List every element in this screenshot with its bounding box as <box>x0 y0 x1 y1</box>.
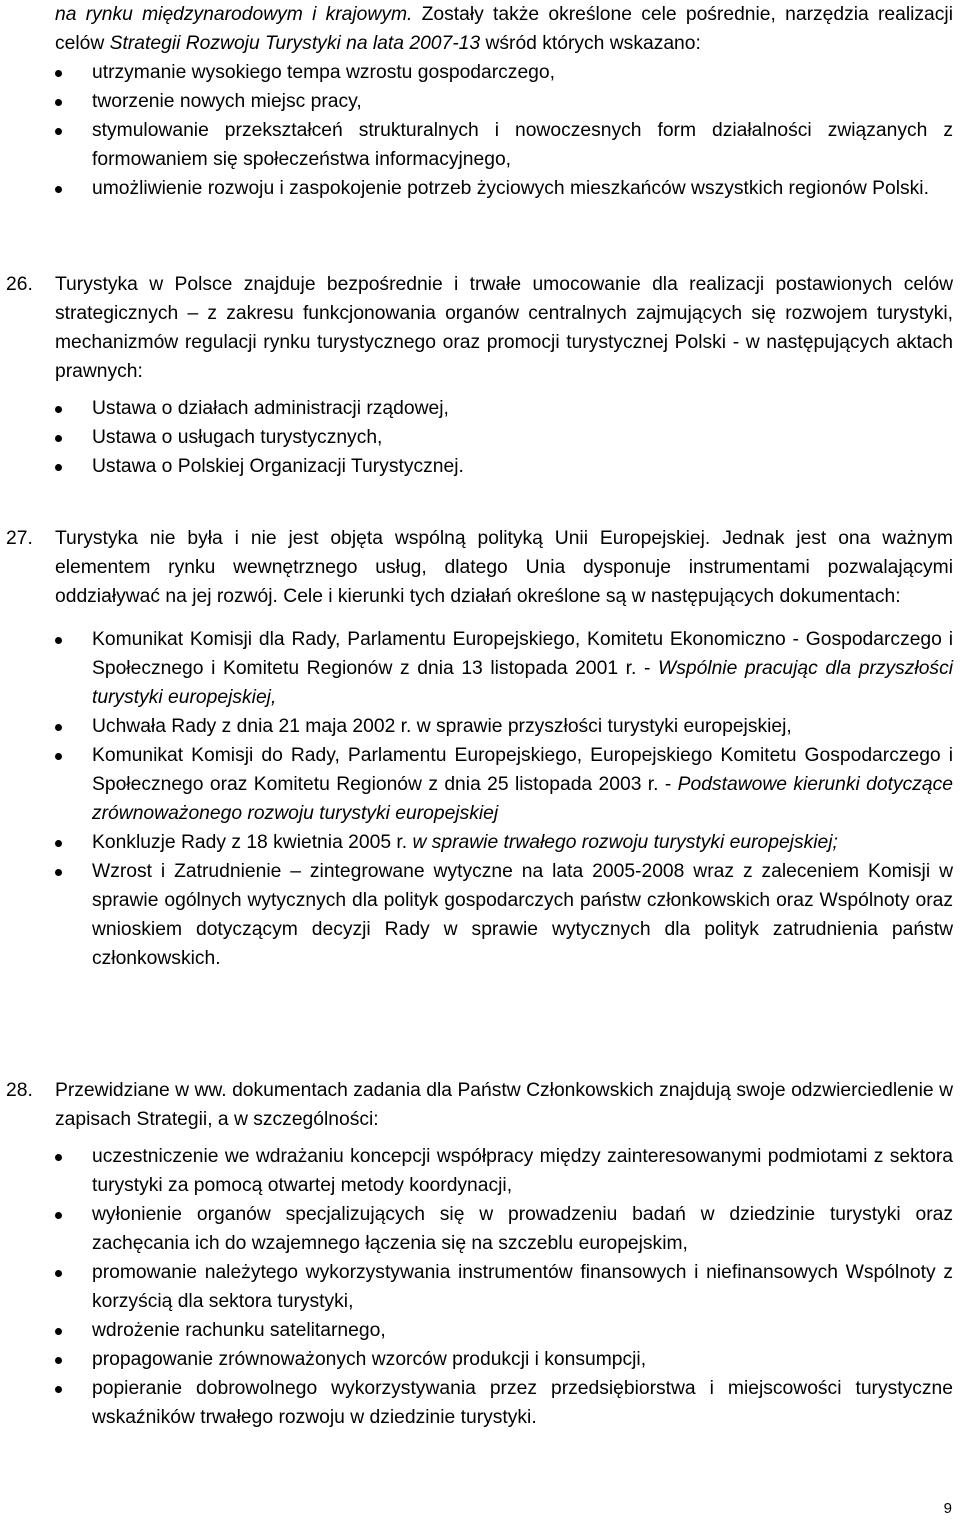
bullet-icon <box>55 724 62 731</box>
list-item-text: Wzrost i Zatrudnienie – zintegrowane wytyczne na lata 2005-2008 wraz z zaleceniem Komisji w sprawie ogólnych wytycznych dla polityk gospodarczych państw członkowskich oraz Wspólnoty oraz wnioskiem dotyczącym decyzji Rady w sprawie wytycznych dla polityk zatrudnienia państw członkowskich. <box>92 861 953 969</box>
list-item <box>55 116 953 174</box>
bullet-icon <box>55 70 62 77</box>
intro-paragraph <box>55 0 953 58</box>
bullet-icon <box>55 1212 62 1219</box>
bullet-icon <box>55 464 62 471</box>
intro-section <box>55 0 953 203</box>
list-item-text: umożliwienie rozwoju i zaspokojenie potrzeb życiowych mieszkańców wszystkich regionów Polski. <box>92 178 929 199</box>
paragraph-26-text: Turystyka w Polsce znajduje bezpośrednie i trwałe umocowanie dla realizacji postawionych celów strategicznych – z zakresu funkcjonowania organów centralnych zajmujących się rozwojem turystyki, mechanizmów regulacji rynku turystycznego oraz promocji turystycznej Polski - w następujących aktach prawnych: <box>55 274 953 382</box>
paragraph-26 <box>55 270 953 481</box>
list-item-text: tworzenie nowych miejsc pracy, <box>92 91 362 112</box>
paragraph-28 <box>55 1076 953 1432</box>
paragraph-number-28: 28. <box>6 1080 33 1101</box>
bullet-icon <box>55 637 62 644</box>
document-title: Wspólnie pracując dla przyszłości turystyki europejskiej, <box>92 658 953 708</box>
list-item-text: Konkluzje Rady z 18 kwietnia 2005 r. <box>92 832 413 853</box>
list-item-text: wdrożenie rachunku satelitarnego, <box>92 1320 386 1341</box>
bullet-icon <box>55 406 62 413</box>
bullet-icon <box>55 1154 62 1161</box>
document-title: w sprawie trwałego rozwoju turystyki europejskiej; <box>412 832 838 853</box>
list-item <box>55 625 953 712</box>
list-item-text: stymulowanie przekształceń strukturalnych i nowoczesnych form działalności związanych z formowaniem się społeczeństwa informacyjnego, <box>92 120 953 170</box>
list-item-text: Ustawa o usługach turystycznych, <box>92 427 383 448</box>
list-item-text: utrzymanie wysokiego tempa wzrostu gospodarczego, <box>92 62 555 83</box>
bullet-icon <box>55 869 62 876</box>
list-item <box>55 857 953 973</box>
intro-italic-text: na rynku międzynarodowym i krajowym. <box>55 4 413 25</box>
list-item <box>55 87 953 116</box>
bullet-icon <box>55 186 62 193</box>
paragraph-number-26: 26. <box>6 274 33 295</box>
list-item <box>55 828 953 857</box>
list-item <box>55 1345 953 1374</box>
bullet-icon <box>55 753 62 760</box>
list-item <box>55 1142 953 1200</box>
list-item <box>55 394 953 423</box>
paragraph-27 <box>55 524 953 973</box>
list-item <box>55 1316 953 1345</box>
list-item-text: Ustawa o Polskiej Organizacji Turystycznej. <box>92 456 464 477</box>
bullet-icon <box>55 1328 62 1335</box>
intro-text-end: wśród których wskazano: <box>480 33 701 54</box>
bullet-icon <box>55 1386 62 1393</box>
bullet-icon <box>55 99 62 106</box>
document-title: Podstawowe kierunki dotyczące zrównoważonego rozwoju turystyki europejskiej <box>92 774 953 824</box>
list-item <box>55 174 953 203</box>
p28-bullet-list <box>55 1142 953 1432</box>
bullet-icon <box>55 435 62 442</box>
list-item-text: popieranie dobrowolnego wykorzystywania przez przedsiębiorstwa i miejscowości turystyczne wskaźników trwałego rozwoju w dziedzinie turystyki. <box>92 1378 953 1428</box>
list-item <box>55 58 953 87</box>
list-item-text: Uchwała Rady z dnia 21 maja 2002 r. w sprawie przyszłości turystyki europejskiej, <box>92 716 792 737</box>
list-item <box>55 1258 953 1316</box>
paragraph-number-27: 27. <box>6 528 33 549</box>
p26-bullet-list <box>55 394 953 481</box>
list-item-text: Komunikat Komisji do Rady, Parlamentu Europejskiego, Europejskiego Komitetu Gospodarczego i Społecznego oraz Komitetu Regionów z dnia 25 listopada 2003 r. - <box>92 745 953 795</box>
list-item <box>55 1200 953 1258</box>
list-item <box>55 712 953 741</box>
list-item <box>55 452 953 481</box>
p27-bullet-list <box>55 625 953 973</box>
intro-bullet-list <box>55 58 953 203</box>
paragraph-28-text: Przewidziane w ww. dokumentach zadania dla Państw Członkowskich znajdują swoje odzwierciedlenie w zapisach Strategii, a w szczególności: <box>55 1080 953 1130</box>
list-item-text: wyłonienie organów specjalizujących się w prowadzeniu badań w dziedzinie turystyki oraz zachęcania ich do wzajemnego łączenia się na szczeblu europejskim, <box>92 1204 953 1254</box>
paragraph-27-text: Turystyka nie była i nie jest objęta wspólną polityką Unii Europejskiej. Jednak jest ona ważnym elementem rynku wewnętrznego usług, dlatego Unia dysponuje instrumentami pozwalającymi oddziaływać na jej rozwój. Cele i kierunki tych działań określone są w następujących dokumentach: <box>55 528 953 607</box>
list-item <box>55 741 953 828</box>
list-item <box>55 1374 953 1432</box>
bullet-icon <box>55 840 62 847</box>
list-item-text: promowanie należytego wykorzystywania instrumentów finansowych i niefinansowych Wspólnoty z korzyścią dla sektora turystyki, <box>92 1262 953 1312</box>
list-item-text: Ustawa o działach administracji rządowej, <box>92 398 449 419</box>
strategy-title: Strategii Rozwoju Turystyki na lata 2007-13 <box>109 33 481 54</box>
page-number: 9 <box>943 1500 952 1517</box>
intro-text: Zostały także określone cele pośrednie, narzędzia realizacji celów <box>55 4 953 54</box>
list-item <box>55 423 953 452</box>
bullet-icon <box>55 128 62 135</box>
list-item-text: Komunikat Komisji dla Rady, Parlamentu Europejskiego, Komitetu Ekonomiczno - Gospodarczego i Społecznego i Komitetu Regionów z dnia 13 listopada 2001 r. - <box>92 629 953 679</box>
list-item-text: uczestniczenie we wdrażaniu koncepcji współpracy między zainteresowanymi podmiotami z sektora turystyki za pomocą otwartej metody koordynacji, <box>92 1146 953 1196</box>
bullet-icon <box>55 1357 62 1364</box>
list-item-text: propagowanie zrównoważonych wzorców produkcji i konsumpcji, <box>92 1349 647 1370</box>
bullet-icon <box>55 1270 62 1277</box>
